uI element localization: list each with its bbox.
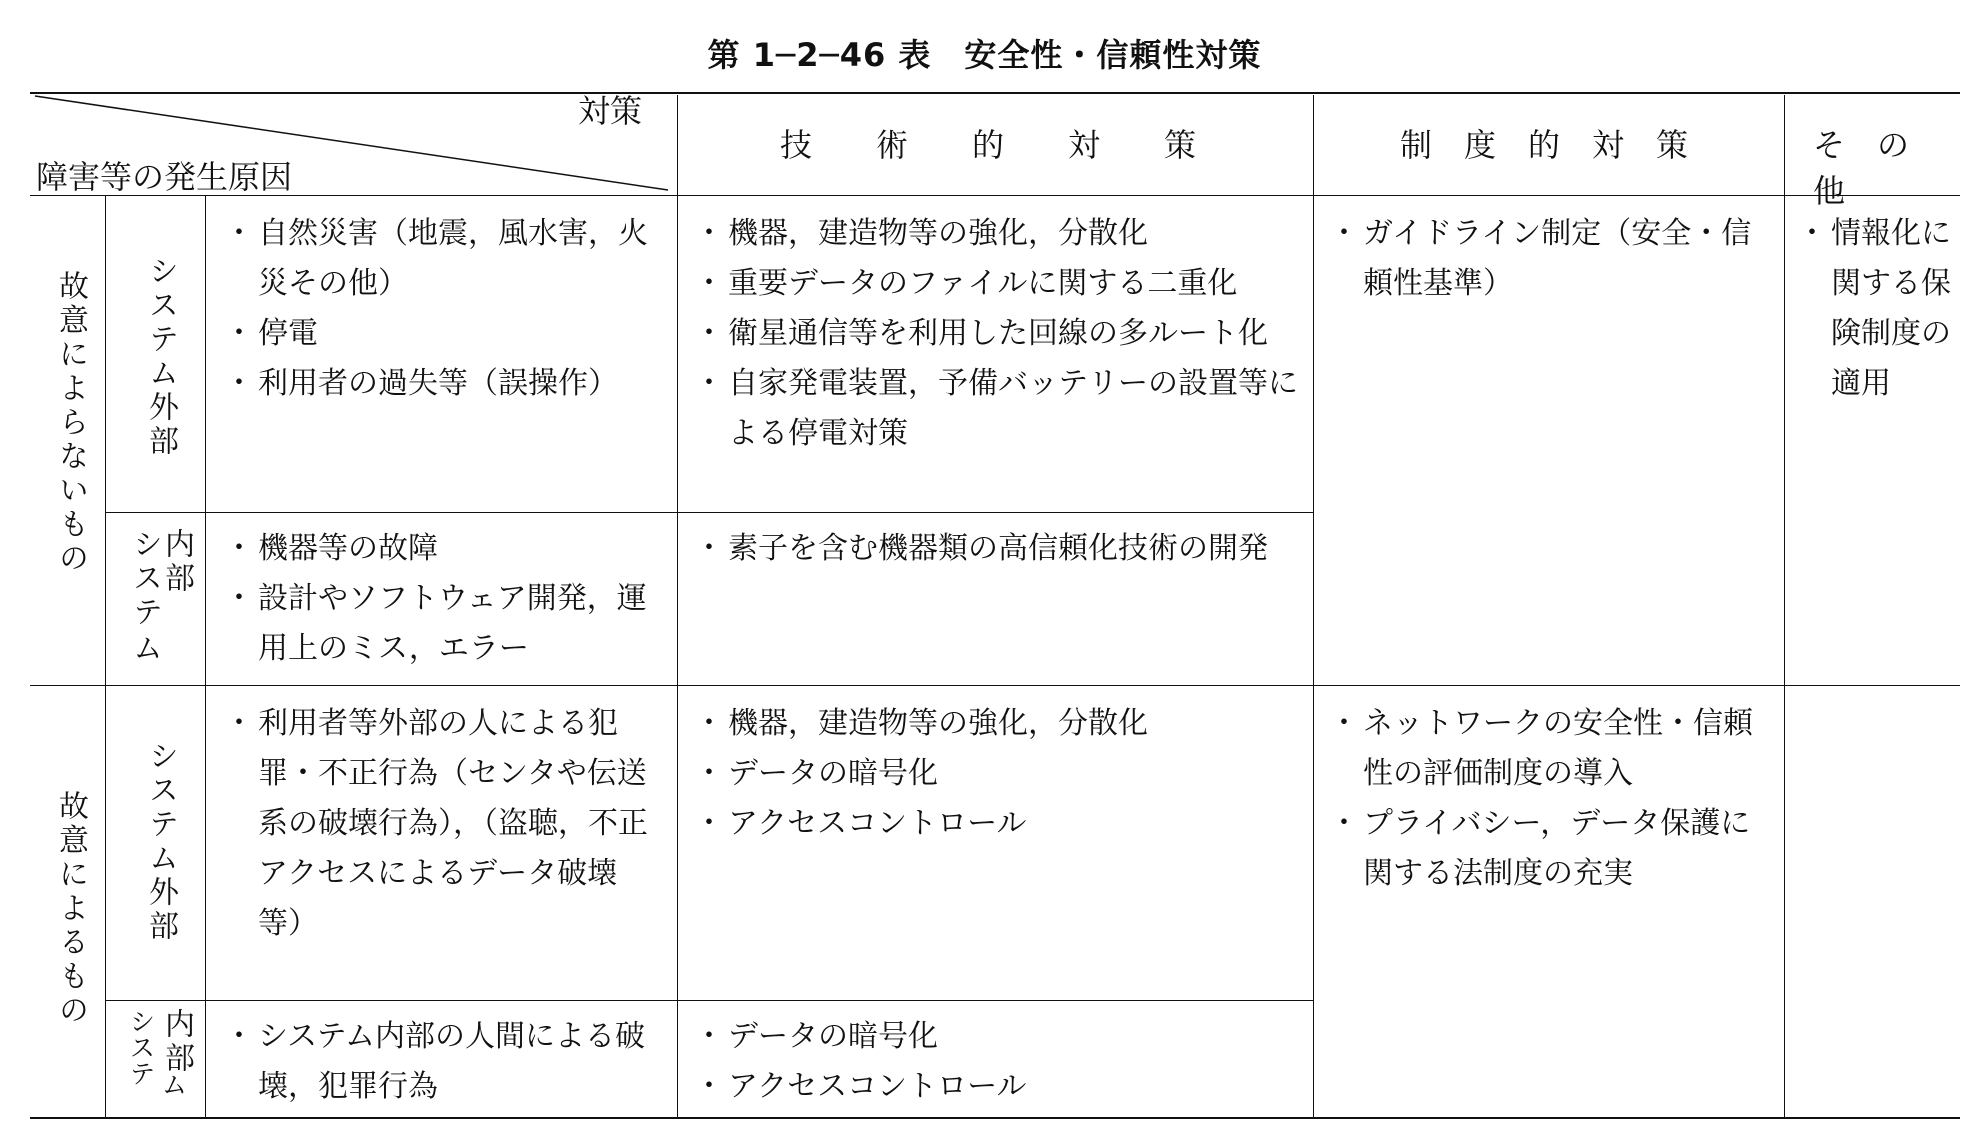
cause-cell [230,699,660,949]
rule-bottom [30,1117,1960,1119]
institutional-cell [1335,699,1765,899]
list-item: ・ データの暗号化 [700,749,1300,799]
tech-cell [700,209,1300,459]
list-item: ・ ガイドライン制定（安全・信頼性基準） [1335,209,1765,309]
col-rule-group [105,196,106,1117]
sub-label: システム外部 [143,255,178,459]
list-item: ・ アクセスコントロール [700,1062,1300,1112]
header-institutional: 制 度 的 対 策 [1400,126,1689,164]
tech-cell [700,524,1300,574]
list-item: ・ プライバシー，データ保護に関する法制度の充実 [1335,799,1765,899]
list-item: ・ 機器等の故障 [230,524,660,574]
cause-cell [230,524,660,674]
list-item: ・ 設計やソフトウェア開発，運用上のミス，エラー [230,574,660,674]
rule-sub-split-1 [105,512,1313,513]
table-title: 第 1─2─46 表 安全性・信頼性対策 [707,36,1262,74]
list-item: ・ データの暗号化 [700,1012,1300,1062]
list-item: ・ 素子を含む機器類の高信頼化技術の開発 [700,524,1300,574]
sub-label: システム外部 [143,740,178,944]
list-item: ・ 機器，建造物等の強化，分散化 [700,699,1300,749]
list-item: ・ 利用者等外部の人による犯罪・不正行為（センタや伝送系の破壊行為），（盗聴，不正アクセスによるデータ破壊等） [230,699,660,949]
list-item: ・ アクセスコントロール [700,799,1300,849]
list-item: ・ 停電 [230,309,660,359]
list-item: ・ 利用者の過失等（誤操作） [230,359,660,409]
header-other: そ の 他 [1813,126,1942,210]
header-corner-top: 対策 [578,92,643,130]
list-item: ・ 衛星通信等を利用した回線の多ルート化 [700,309,1300,359]
list-item: ・ 自家発電装置，予備バッテリーの設置等による停電対策 [700,359,1300,459]
col-rule-inst [1313,95,1314,1117]
header-tech: 技 術 的 対 策 [780,126,1197,164]
cause-cell [230,1012,660,1112]
list-item: ・ ネットワークの安全性・信頼性の評価制度の導入 [1335,699,1765,799]
institutional-cell [1335,209,1765,309]
header-corner-bottom: 障害等の発生原因 [36,158,293,196]
list-item: ・ 重要データのファイルに関する二重化 [700,259,1300,309]
list-item: ・ 自然災害（地震，風水害，火災その他） [230,209,660,309]
col-rule-tech [677,95,678,1117]
group-label: 故意によるもの [53,790,88,1028]
rule-group-split [30,685,1960,686]
cause-cell [230,209,660,409]
other-cell [1803,209,1963,409]
list-item: ・ 機器，建造物等の強化，分散化 [700,209,1300,259]
rule-sub-split-2 [105,1000,1313,1001]
tech-cell [700,699,1300,849]
group-label: 故意によらないもの [53,270,88,576]
tech-cell [700,1012,1300,1112]
list-item: ・ システム内部の人間による破壊，犯罪行為 [230,1012,660,1112]
col-rule-other [1784,95,1785,1117]
col-rule-sublabel [205,196,206,1117]
list-item: ・ 情報化に関する保険制度の適用 [1803,209,1963,409]
